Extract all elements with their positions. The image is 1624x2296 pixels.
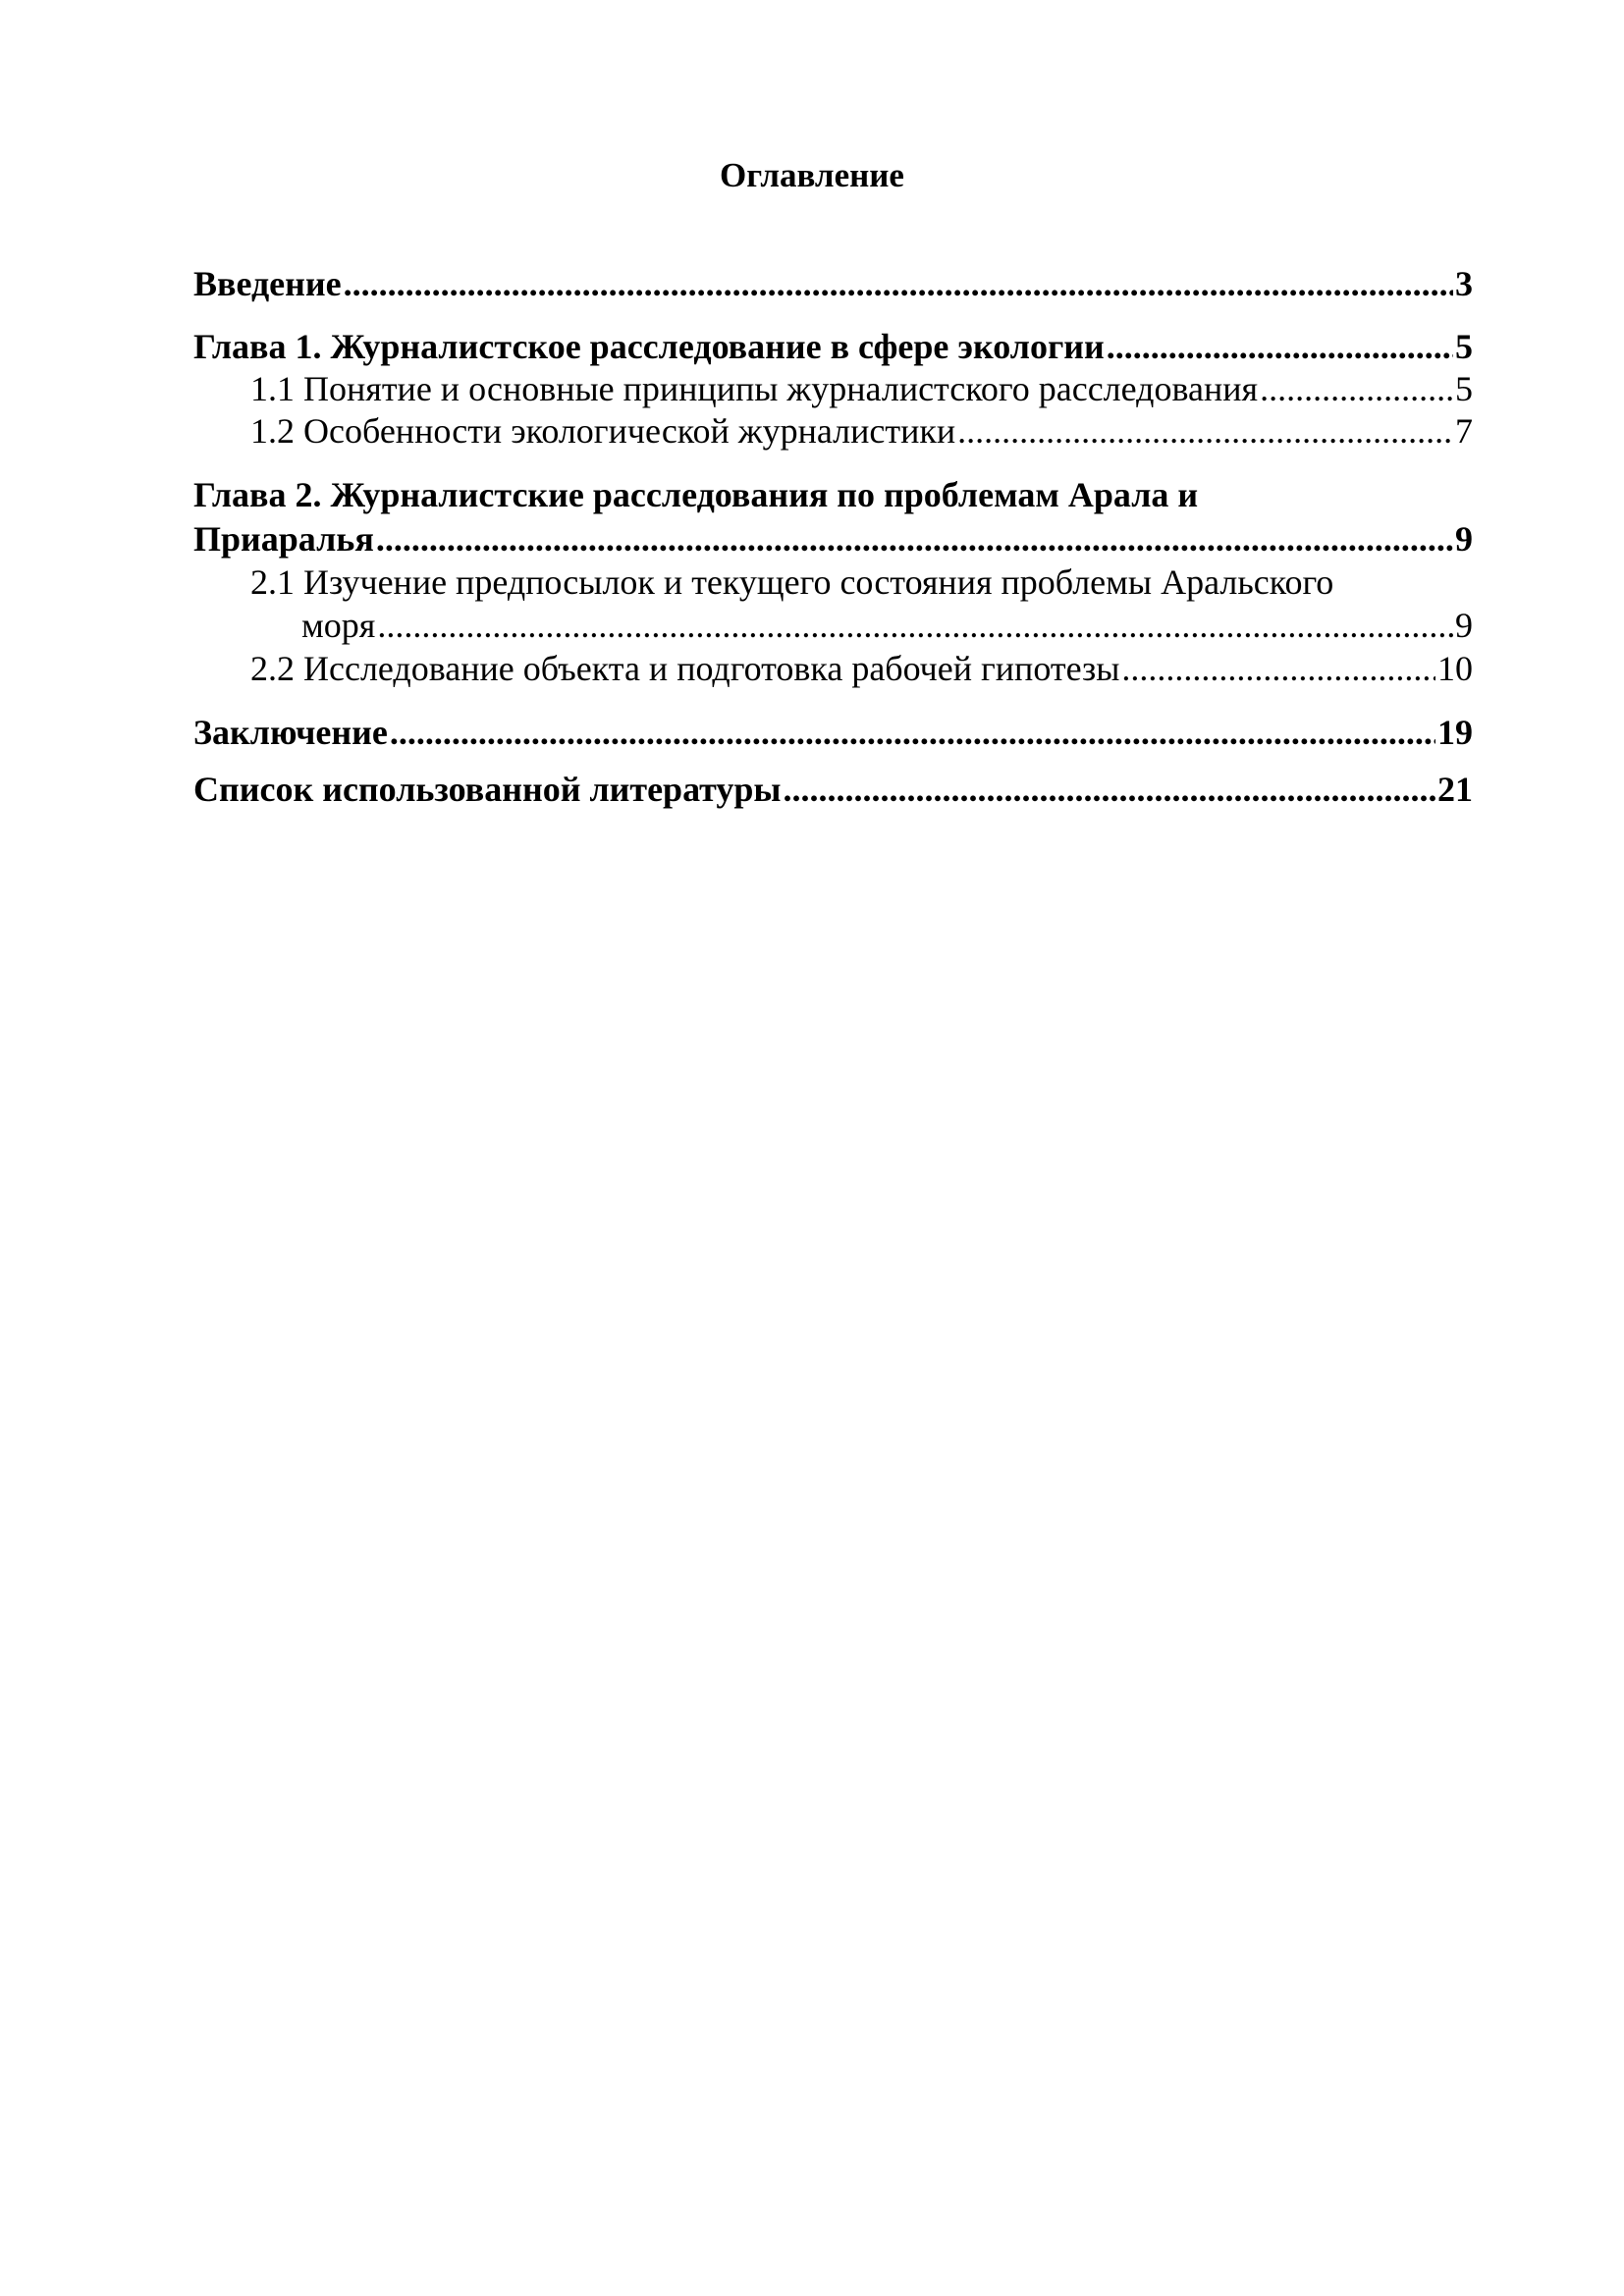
toc-leader-dots <box>344 261 1453 306</box>
toc-page-number: 3 <box>1455 264 1473 303</box>
toc-page-number: 5 <box>1455 327 1473 366</box>
toc-entry-label: Приаралья <box>193 519 374 559</box>
toc-leader-dots <box>1121 646 1435 691</box>
toc-entry-section-2-2[interactable] <box>250 646 1473 691</box>
toc-entry-label: моря <box>301 606 376 645</box>
toc-page-number: 19 <box>1437 713 1473 752</box>
toc-entry-introduction[interactable] <box>193 261 1473 306</box>
toc-leader-dots <box>957 408 1453 454</box>
toc-page-number: 9 <box>1455 606 1473 645</box>
toc-leader-dots <box>1107 324 1453 369</box>
toc-leader-dots <box>1260 366 1453 411</box>
toc-page-number: 9 <box>1455 519 1473 559</box>
toc-page-number: 7 <box>1455 411 1473 451</box>
toc-entry-label: Заключение <box>193 713 388 752</box>
toc-entry-chapter-2-line1[interactable]: Глава 2. Журналистские расследования по проблемам Арала и <box>193 475 1199 514</box>
toc-entry-chapter-1[interactable] <box>193 324 1473 369</box>
toc-entry-label: Глава 1. Журналистское расследование в сфере экологии <box>193 327 1105 366</box>
toc-leader-dots <box>376 516 1453 561</box>
toc-entry-label: Введение <box>193 264 342 303</box>
toc-entry-section-1-1[interactable] <box>250 366 1473 411</box>
toc-leader-dots <box>390 710 1435 755</box>
toc-leader-dots <box>783 767 1435 812</box>
toc-entry-section-1-2[interactable] <box>250 408 1473 454</box>
toc-entry-chapter-2[interactable] <box>193 516 1473 561</box>
toc-page-number: 21 <box>1437 770 1473 809</box>
toc-entry-label: Список использованной литературы <box>193 770 782 809</box>
toc-entry-label: 2.2 Исследование объекта и подготовка рабочей гипотезы <box>250 649 1120 688</box>
toc-entry-bibliography[interactable] <box>193 767 1473 812</box>
toc-entry-section-2-1-line1[interactable]: 2.1 Изучение предпосылок и текущего состояния проблемы Аральского <box>250 562 1334 602</box>
toc-page-number: 10 <box>1437 649 1473 688</box>
toc-entry-label: 1.2 Особенности экологической журналистики <box>250 411 956 451</box>
toc-page-number: 5 <box>1455 369 1473 408</box>
toc-entry-conclusion[interactable] <box>193 710 1473 755</box>
toc-entry-section-2-1[interactable] <box>301 603 1473 648</box>
toc-title: Оглавление <box>720 156 904 194</box>
toc-entry-label: 1.1 Понятие и основные принципы журналистского расследования <box>250 369 1259 408</box>
toc-leader-dots <box>377 603 1453 648</box>
